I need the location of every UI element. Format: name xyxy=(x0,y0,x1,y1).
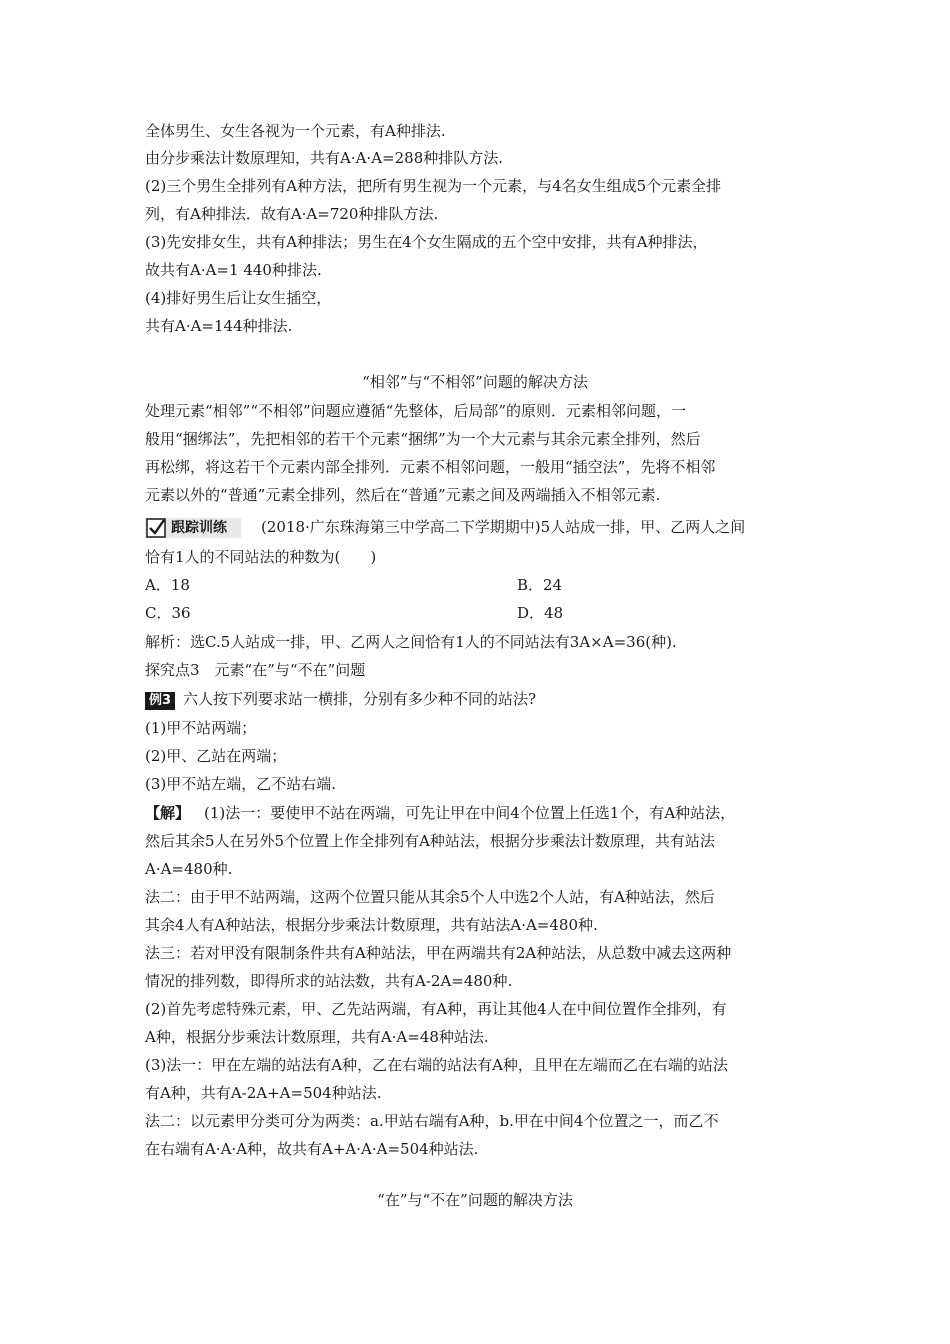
practice-question-line: 恰有1人的不同站法的种数为( ) xyxy=(145,548,377,566)
summary-line: 元素以外的“普通”元素全排列，然后在“普通”元素之间及两端插入不相邻元素. xyxy=(145,486,661,504)
text-line: 共有A·A=144种排法. xyxy=(145,317,293,335)
text-line: 故共有A·A=1 440种排法. xyxy=(145,261,322,279)
example-badge: 例3 xyxy=(145,692,175,710)
example-item: (2)甲、乙站在两端； xyxy=(145,747,287,765)
option-c: C．36 xyxy=(145,604,191,622)
text-line: (3)先安排女生，共有A种排法；男生在4个女生隔成的五个空中安排，共有A种排法， xyxy=(145,233,708,251)
text-line: (2)三个男生全排列有A种方法，把所有男生视为一个元素，与4名女生组成5个元素全排 xyxy=(145,177,722,195)
practice-question xyxy=(145,517,745,539)
example-item: (3)甲不站左端，乙不站右端. xyxy=(145,775,337,793)
option-b: B．24 xyxy=(517,576,563,594)
solution-line: 法二：以元素甲分类可分为两类：a.甲站右端有A种，b.甲在中间4个位置之一，而乙不 xyxy=(145,1112,719,1130)
text-line: (4)排好男生后让女生插空， xyxy=(145,289,332,307)
solution-line: 情况的排列数，即得所求的站法数，共有A-2A=480种. xyxy=(145,972,513,990)
summary-line: 处理元素“相邻”“不相邻”问题应遵循“先整体，后局部”的原则．元素相邻问题，一 xyxy=(145,402,687,420)
solution-line: (3)法一：甲在左端的站法有A种，乙在右端的站法有A种，且甲在左端而乙在右端的站法 xyxy=(145,1056,728,1074)
summary-title: “相邻”与“不相邻”问题的解决方法 xyxy=(362,373,588,391)
example-stem xyxy=(145,689,536,710)
solution-line: 然后其余5人在另外5个位置上作全排列有A种站法，根据分步乘法计数原理，共有站法 xyxy=(145,832,715,850)
solution-text: (1)法一：要使甲不站在两端，可先让甲在中间4个位置上任选1个，有A种站法， xyxy=(204,804,736,822)
solution-line: 法三：若对甲没有限制条件共有A种站法，甲在两端共有2A种站法，从总数中减去这两种 xyxy=(145,944,732,962)
solution-line: 法二：由于甲不站两端，这两个位置只能从其余5个人中选2个人站，有A种站法，然后 xyxy=(145,888,715,906)
text-line: 列，有A种排法．故有A·A=720种排队方法. xyxy=(145,205,439,223)
solution-line xyxy=(145,803,735,823)
solution-line: A·A=480种. xyxy=(145,860,233,878)
example-stem-text: 六人按下列要求站一横排，分别有多少种不同的站法? xyxy=(183,690,537,708)
option-a: A．18 xyxy=(145,576,190,594)
text-line: 由分步乘法计数原理知，共有A·A·A=288种排队方法. xyxy=(145,149,504,167)
option-d: D．48 xyxy=(517,604,564,622)
summary-title: “在”与“不在”问题的解决方法 xyxy=(377,1191,573,1209)
solution-line: 在右端有A·A·A种，故共有A+A·A·A=504种站法. xyxy=(145,1140,479,1158)
solution-label: 【解】 xyxy=(145,804,191,822)
solution-line: 有A种，共有A-2A+A=504种站法. xyxy=(145,1084,382,1102)
practice-question-text: (2018·广东珠海第三中学高二下学期期中)5人站成一排，甲、乙两人之间 xyxy=(261,518,746,536)
text-line: 全体男生、女生各视为一个元素，有A种排法. xyxy=(145,122,446,140)
solution-line: A种，根据分步乘法计数原理，共有A·A=48种站法. xyxy=(145,1028,489,1046)
practice-badge-label: 跟踪训练 xyxy=(171,520,227,536)
solution-line: (2)首先考虑特殊元素，甲、乙先站两端，有A种，再让其他4人在中间位置作全排列，有 xyxy=(145,1000,727,1018)
section-heading: 探究点3 元素“在”与“不在”问题 xyxy=(145,661,366,679)
summary-line: 再松绑，将这若干个元素内部全排列．元素不相邻问题，一般用“插空法”，先将不相邻 xyxy=(145,458,716,476)
example-item: (1)甲不站两端； xyxy=(145,719,257,737)
summary-line: 般用“捆绑法”，先把相邻的若干个元素“捆绑”为一个大元素与其余元素全排列，然后 xyxy=(145,430,701,448)
practice-answer: 解析：选C.5人站成一排，甲、乙两人之间恰有1人的不同站法有3A×A=36(种). xyxy=(145,633,677,651)
solution-line: 其余4人有A种站法，根据分步乘法计数原理，共有站法A·A=480种. xyxy=(145,916,598,934)
